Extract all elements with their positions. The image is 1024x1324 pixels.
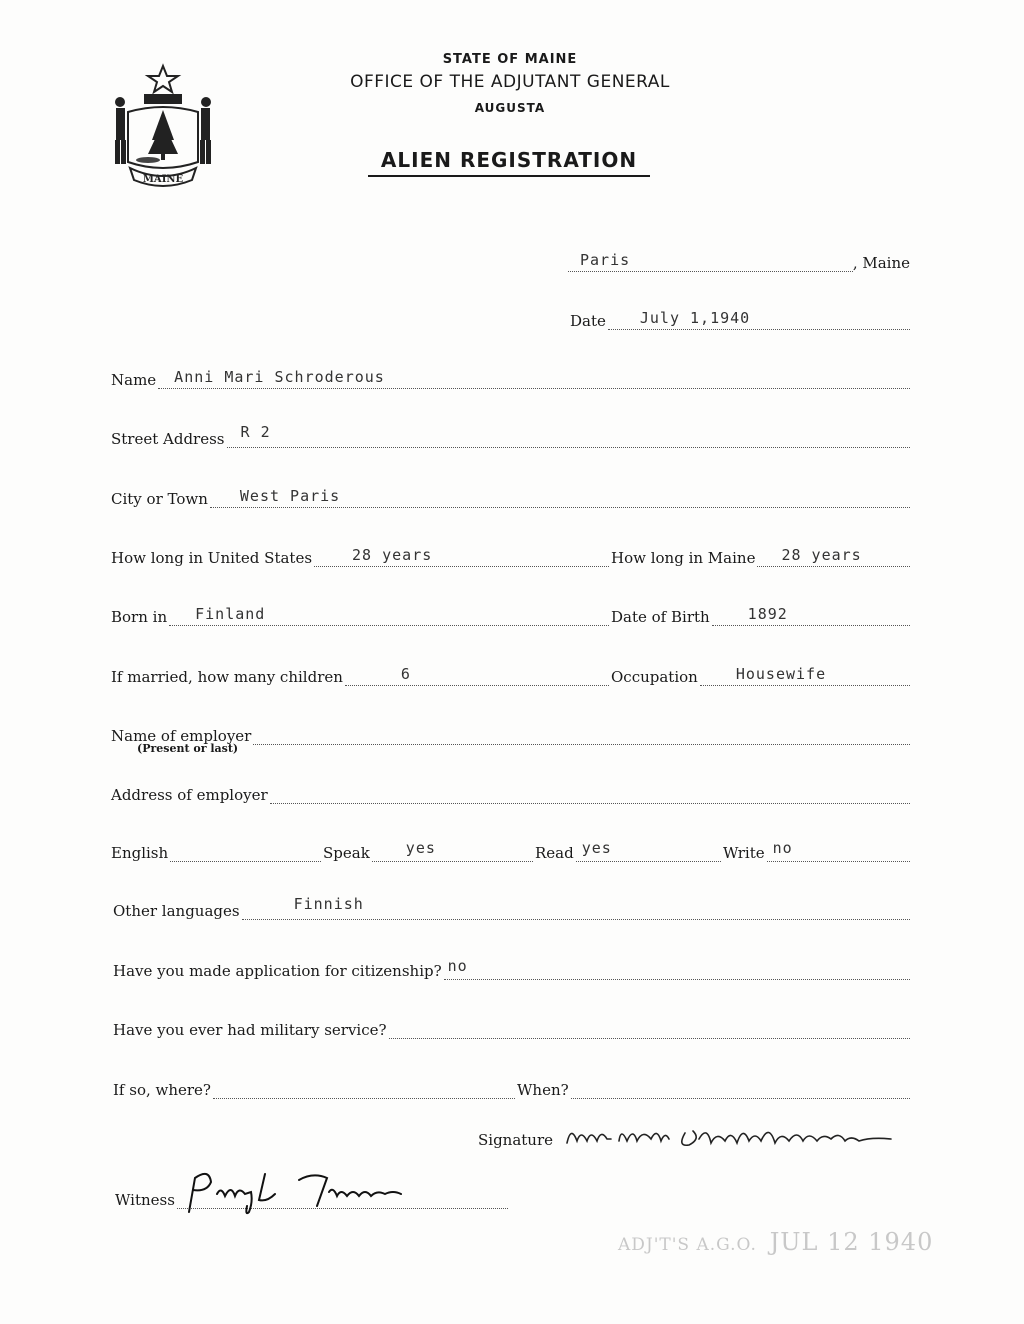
street-row [111,423,910,448]
place-field[interactable] [568,253,853,272]
born-in-field[interactable] [169,607,609,626]
how-long-us-value: 28 years [352,546,433,564]
when-field[interactable] [571,1080,910,1099]
employer-address-label: Address of employer [111,786,268,804]
speak-field[interactable] [372,839,533,862]
where-field[interactable] [213,1080,515,1099]
how-long-maine-field[interactable] [757,548,910,567]
signature-field[interactable] [555,1131,910,1149]
received-stamp [618,1228,933,1256]
other-languages-row [113,895,910,920]
place-value: Paris [580,251,631,269]
speak-value: yes [405,839,436,857]
signature-label: Signature [478,1131,554,1149]
city-label: City or Town [111,490,208,508]
children-field[interactable] [345,667,609,686]
read-field[interactable] [576,839,721,862]
stamp-office: ADJ'T'S A.G.O. [618,1235,757,1255]
place-suffix: , Maine [852,254,910,272]
write-label: Write [723,844,765,862]
employer-address-field[interactable] [270,785,910,804]
other-languages-field[interactable] [242,895,910,920]
dob-value: 1892 [747,605,788,623]
military-field[interactable] [389,1020,910,1039]
citizenship-label: Have you made application for citizenship? [113,962,442,980]
how-long-maine-label: How long in Maine [611,549,756,567]
occupation-field[interactable] [700,667,910,686]
city-field[interactable] [210,489,910,508]
street-field[interactable] [227,423,910,448]
born-in-value: Finland [195,605,266,623]
street-label: Street Address [111,430,225,448]
how-long-us-label: How long in United States [111,549,313,567]
city-heading: AUGUSTA [474,101,546,115]
name-field[interactable] [158,370,910,389]
speak-label: Speak [323,844,370,862]
born-in-label: Born in [111,608,168,626]
citizenship-row [113,958,910,980]
english-field[interactable] [170,843,321,862]
employer-field[interactable] [253,726,910,745]
children-value: 6 [400,665,411,683]
how-long-us-field[interactable] [314,548,609,567]
military-label: Have you ever had military service? [113,1021,387,1039]
occupation-value: Housewife [735,665,827,683]
citizenship-value: no [447,957,468,975]
stamp-date: JUL 12 1940 [769,1228,934,1256]
where-label: If so, where? [113,1081,211,1099]
employer-label: Name of employer [111,727,252,745]
place-row [568,250,910,272]
other-languages-label: Other languages [113,902,240,920]
city-row [111,486,910,508]
write-value: no [772,839,793,857]
other-languages-value: Finnish [293,895,364,913]
applicant-signature-icon [561,1119,911,1153]
citizenship-field[interactable] [444,957,910,980]
witness-signature-icon [179,1166,419,1218]
city-value: West Paris [239,487,341,505]
name-label: Name [111,371,157,389]
maine-state-seal-icon [108,62,218,190]
name-value: Anni Mari Schroderous [174,368,385,386]
date-row [570,308,910,330]
family-row [111,664,910,686]
witness-row [115,1187,508,1209]
write-field[interactable] [767,839,910,862]
occupation-label: Occupation [611,668,698,686]
dob-label: Date of Birth [611,608,710,626]
state-heading: STATE OF MAINE [442,52,578,67]
service-details-row [113,1077,910,1099]
date-label: Date [570,312,606,330]
employer-address-row [111,782,910,804]
employer-row [111,723,910,755]
english-label: English [111,844,169,862]
date-value: July 1,1940 [639,309,751,327]
how-long-maine-value: 28 years [781,546,862,564]
form-title: ALIEN REGISTRATION [368,148,650,177]
svg-text:MAINE: MAINE [142,174,184,185]
when-label: When? [517,1081,569,1099]
military-row [113,1017,910,1039]
witness-label: Witness [115,1191,175,1209]
children-label: If married, how many children [111,668,343,686]
witness-field[interactable] [177,1190,508,1209]
residence-row [111,545,910,567]
date-field[interactable] [608,311,910,330]
employer-sublabel: (Present or last) [137,742,239,755]
read-value: yes [581,839,612,857]
english-row [111,840,910,862]
dob-field[interactable] [712,607,910,626]
name-row [111,367,910,389]
office-heading: OFFICE OF THE ADJUTANT GENERAL [350,72,670,92]
street-value: R 2 [240,423,271,441]
signature-row [478,1127,910,1149]
birth-row [111,604,910,626]
read-label: Read [535,844,574,862]
